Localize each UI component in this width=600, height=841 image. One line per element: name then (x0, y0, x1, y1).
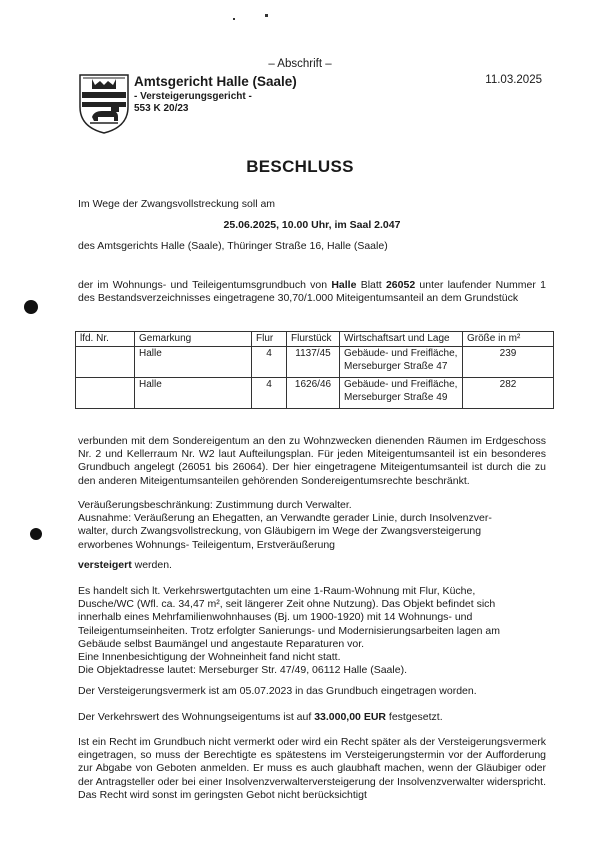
punch-hole (30, 528, 42, 540)
verdict-keyword: versteigert (78, 559, 132, 571)
col-header-flurstueck: Flurstück (287, 332, 340, 347)
verdict-rest: werden. (131, 559, 172, 571)
auction-location: des Amtsgerichts Halle (Saale), Thüringer Straße 16, Halle (Saale) (78, 240, 388, 252)
description-line: Gebäude selbst Baumängel und angestaute Reparaturen vor. (78, 637, 365, 650)
verkehrswert-pre: Der Verkehrswert des Wohnungseigentums ist auf (78, 711, 315, 723)
description-line: Dusche/WC (Wfl. ca. 34,47 m², seit längerer Zeit ohne Nutzung). Das Objekt befindet sich (78, 598, 496, 611)
restriction-line: Ausnahme: Veräußerung an Ehegatten, an Verwandte gerader Linie, durch Insolvenzver- (78, 512, 492, 525)
grundbuch-place: Halle (331, 279, 357, 291)
col-header-groesse: Größe in m² (463, 332, 554, 347)
cell-lage-line1: Gebäude- und Freifläche, (344, 348, 458, 359)
cell-nr (76, 378, 135, 409)
grundbuch-text-post: unter laufender Nummer 1 des Bestandsverzeichnisses eingetragene 30,70/1.000 Miteigentumsanteil an dem Grundstück (78, 279, 546, 305)
description-line: Teileigentumseinheiten. Trotz erfolgter Sanierungs- und Modernisierungsarbeiten lagen am (78, 624, 500, 637)
court-header (134, 74, 297, 114)
cell-gemarkung: Halle (135, 347, 252, 378)
sondereigentum-paragraph: verbunden mit dem Sondereigentum an den zu Wohnzwecken dienenden Räumen im Erdgeschoss Nr. 2 und Kellerraum Nr. W2 laut Aufteilungsplan. Für jeden Miteigentumsanteil ist ein besonderes Grundbuch angelegt (26051 bis 26064). Der hier eingetragene Miteigentumsanteil ist durch die zu den anderen Miteigentumsanteilen gehörenden Sondereigentumsrechte beschränkt. (78, 435, 546, 487)
verdict-line (78, 559, 546, 572)
table-row (76, 347, 554, 378)
verkehrswert-post: festgesetzt. (386, 711, 443, 723)
coat-of-arms-icon (78, 73, 130, 135)
cell-groesse: 239 (463, 347, 554, 378)
cell-lage-line1: Gebäude- und Freifläche, (344, 379, 458, 390)
description-block (78, 585, 546, 677)
grundbuch-paragraph (78, 279, 546, 305)
intro-text: Im Wege der Zwangsvollstreckung soll am (78, 198, 276, 210)
rights-notice-paragraph: Ist ein Recht im Grundbuch nicht vermerkt oder wird ein Recht später als der Versteigerungsvermerk eingetragen, so muss der Berechtigte es spätestens im Versteigerungstermin vor der Aufforderung zur Abgabe von Geboten anmelden. Er muss es auch glaubhaft machen, wenn der Gläubiger oder der Antragsteller oder bei einer Insolvenzverwalterversteigerung der Insolvenzverwalter widerspricht. Das Recht wird sonst im geringsten Gebot nicht berücksichtigt (78, 736, 546, 801)
punch-hole (24, 300, 38, 314)
cell-lage-line2: Merseburger Straße 47 (344, 360, 448, 372)
description-line: Die Objektadresse lautet: Merseburger Str. 47/49, 06112 Halle (Saale). (78, 664, 407, 677)
cell-flurstueck: 1626/46 (287, 378, 340, 409)
cell-lage (340, 347, 463, 378)
court-subtitle: - Versteigerungsgericht - (134, 91, 252, 102)
grundbuch-text-mid: Blatt (356, 279, 386, 291)
cell-flur: 4 (252, 378, 287, 409)
auction-date: 25.06.2025, 10.00 Uhr, im Saal 2.047 (223, 219, 401, 231)
cell-flur: 4 (252, 347, 287, 378)
col-header-gemarkung: Gemarkung (135, 332, 252, 347)
cell-flurstueck: 1137/45 (287, 347, 340, 378)
page-title: BESCHLUSS (246, 157, 354, 176)
document-date: 11.03.2025 (485, 74, 542, 86)
col-header-nr: lfd. Nr. (76, 332, 135, 347)
restriction-line: walter, durch Zwangsvollstreckung, von Gläubigern im Wege der Zwangsversteigerung (78, 525, 482, 538)
description-line: Es handelt sich lt. Verkehrswertgutachten um eine 1-Raum-Wohnung mit Flur, Küche, (78, 585, 476, 597)
col-header-lage: Wirtschaftsart und Lage (340, 332, 463, 347)
parcel-table (75, 331, 554, 409)
table-row (76, 378, 554, 409)
cell-gemarkung: Halle (135, 378, 252, 409)
vermerk-line: Der Versteigerungsvermerk ist am 05.07.2023 in das Grundbuch eingetragen worden. (78, 685, 477, 697)
cell-lage-line2: Merseburger Straße 49 (344, 391, 448, 403)
verkehrswert-amount: 33.000,00 EUR (314, 711, 386, 723)
grundbuch-sheet: 26052 (385, 279, 416, 291)
table-header-row (76, 332, 554, 347)
scan-speck (265, 14, 268, 17)
verkehrswert-line (78, 711, 546, 724)
restriction-line: Veräußerungsbeschränkung: Zustimmung durch Verwalter. (78, 499, 352, 511)
cell-lage (340, 378, 463, 409)
grundbuch-text-pre: der im Wohnungs- und Teileigentumsgrundbuch von (78, 279, 332, 291)
restriction-line: erworbenes Wohnungs- Teileigentum, Erstveräußerung (78, 538, 335, 551)
court-name: Amtsgericht Halle (Saale) (134, 74, 297, 89)
col-header-flur: Flur (252, 332, 287, 347)
copy-label: – Abschrift – (268, 58, 332, 70)
cell-nr (76, 347, 135, 378)
case-number: 553 K 20/23 (134, 103, 189, 114)
description-line: Eine Innenbesichtigung der Wohneinheit fand nicht statt. (78, 651, 341, 664)
restrictions-block (78, 499, 546, 552)
scan-speck (233, 18, 235, 20)
cell-groesse: 282 (463, 378, 554, 409)
description-line: innerhalb eines Mehrfamilienwohnhauses (Bj. um 1900-1920) mit 14 Wohnungs- und (78, 611, 473, 624)
